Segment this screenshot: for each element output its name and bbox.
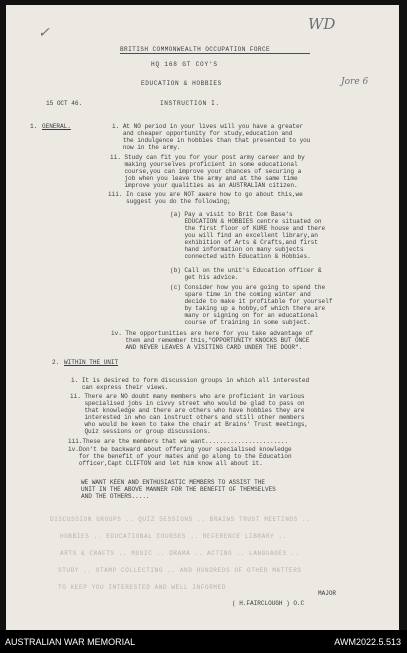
org-underline [120,53,310,54]
section2-closing: WE WANT KEEN AND ENTHUSIASTIC MEMBERS TO ASSIST THE UNIT IN THE ABOVE MANNER FOR THE BENEFIT OF THEMSELVES AND THE OTHERS..... [81,479,276,500]
handwritten-initials: WD [308,15,336,33]
handwritten-note: Jore 6 [341,77,369,87]
memo-subject: EDUCATION & HOBBIES [141,80,222,87]
section1-para-i: i. At NO period in your lives will you have a greater and cheaper opportunity for study,education and the indulgence in hobbies than that presented to you now in the army. [112,123,311,151]
memo-date: 15 OCT 46. [46,100,83,107]
memo-org: BRITISH COMMONWEALTH OCCUPATION FORCE [120,46,271,53]
watermark-line-1: DISCUSSION GROUPS .. QUIZ SESSIONS .. BRAINS TRUST MEETINGS .. [50,516,311,523]
section2-heading: WITHIN THE UNIT [64,359,119,366]
section1-heading: GENERAL. [42,123,71,130]
watermark-line-2: HOBBIES .. EDUCATIONAL COURSES .. REFERENCE LIBRARY .. [60,533,287,540]
footer-accession-number: AWM2022.5.513 [334,637,401,647]
signature-rank: MAJOR [318,590,337,597]
section2-number: 2. [52,359,60,366]
watermark-line-4: STUDY .. STAMP COLLECTING .. AND HUNDREDS OF OTHER MATTERS [58,567,302,574]
memo-unit: HQ 168 GT COY'S [151,61,218,68]
document-page [6,5,399,630]
section2-para-i: i. It is desired to form discussion groups in which all interested can express their views. [71,377,310,391]
watermark-line-5: TO KEEP YOU INTERESTED AND WELL INFORMED [58,584,227,591]
archive-footer [0,630,407,653]
section2-para-iii: iii.These are the members that we want....................... [68,438,289,445]
signature-name: ( H.FAIRCLOUGH ) O.C [232,600,305,607]
section1-number: 1. [30,123,38,130]
section1-para-ii: ii. Study can fit you for your post army career and by making yourselves proficient in some educational course,you can improve your chances of securing a job when you leave the army and at the same time improve your qualities as an AUSTRALIAN citizen. [110,154,305,189]
memo-instruction: INSTRUCTION I. [160,100,220,107]
section1-para-iv: iv. The opportunities are here for you take advantage of them and remember this,"OPPORTUNITY KNOCKS BUT ONCE AND NEVER LEAVES A VISITING CARD UNDER THE DOOR". [111,330,313,351]
footer-institution: AUSTRALIAN WAR MEMORIAL [5,637,136,647]
section1-item-c: (c) Consider how you are going to spend the spare time in the coming winter and decide to make it profitable for yourself by taking up a hobby,of which there are many or signing on for an educational course of training in some subject. [170,284,333,326]
section2-para-ii: ii. There are NO doubt many members who are proficient in various specialised jobs in civvy street who would be glad to pass on that knowledge and there are others who have hobbies they are interested in who can instruct others and still other members who would be keen to take the chair at Brains' Trust meetings, Quiz sessions or group discussions. [70,393,309,435]
handwritten-tick: ✓ [38,25,50,41]
section1-item-b: (b) Call on the unit's Education officer & get his advice. [170,267,322,281]
section1-item-a: (a) Pay a visit to Brit Com Base's EDUCATION & HOBBIES centre situated on the first floor of KURE house and there you will find an excellent library,an exhibition of Arts & Crafts,and first hand information on many subjects connected with Education & Hobbies. [170,211,326,260]
section2-para-iv: iv.Don't be backward about offering your specialised knowledge for the benefit of your mates and go along to the Education officer,Capt CLIFTON and let him know all about it. [68,446,292,467]
watermark-line-3: ARTS & CRAFTS .. MUSIC .. DRAMA .. ACTING .. LANGUAGES .. [60,550,300,557]
section1-para-iii: iii. In case you are NOT aware how to go about this,we suggest you do the following; [108,191,303,205]
